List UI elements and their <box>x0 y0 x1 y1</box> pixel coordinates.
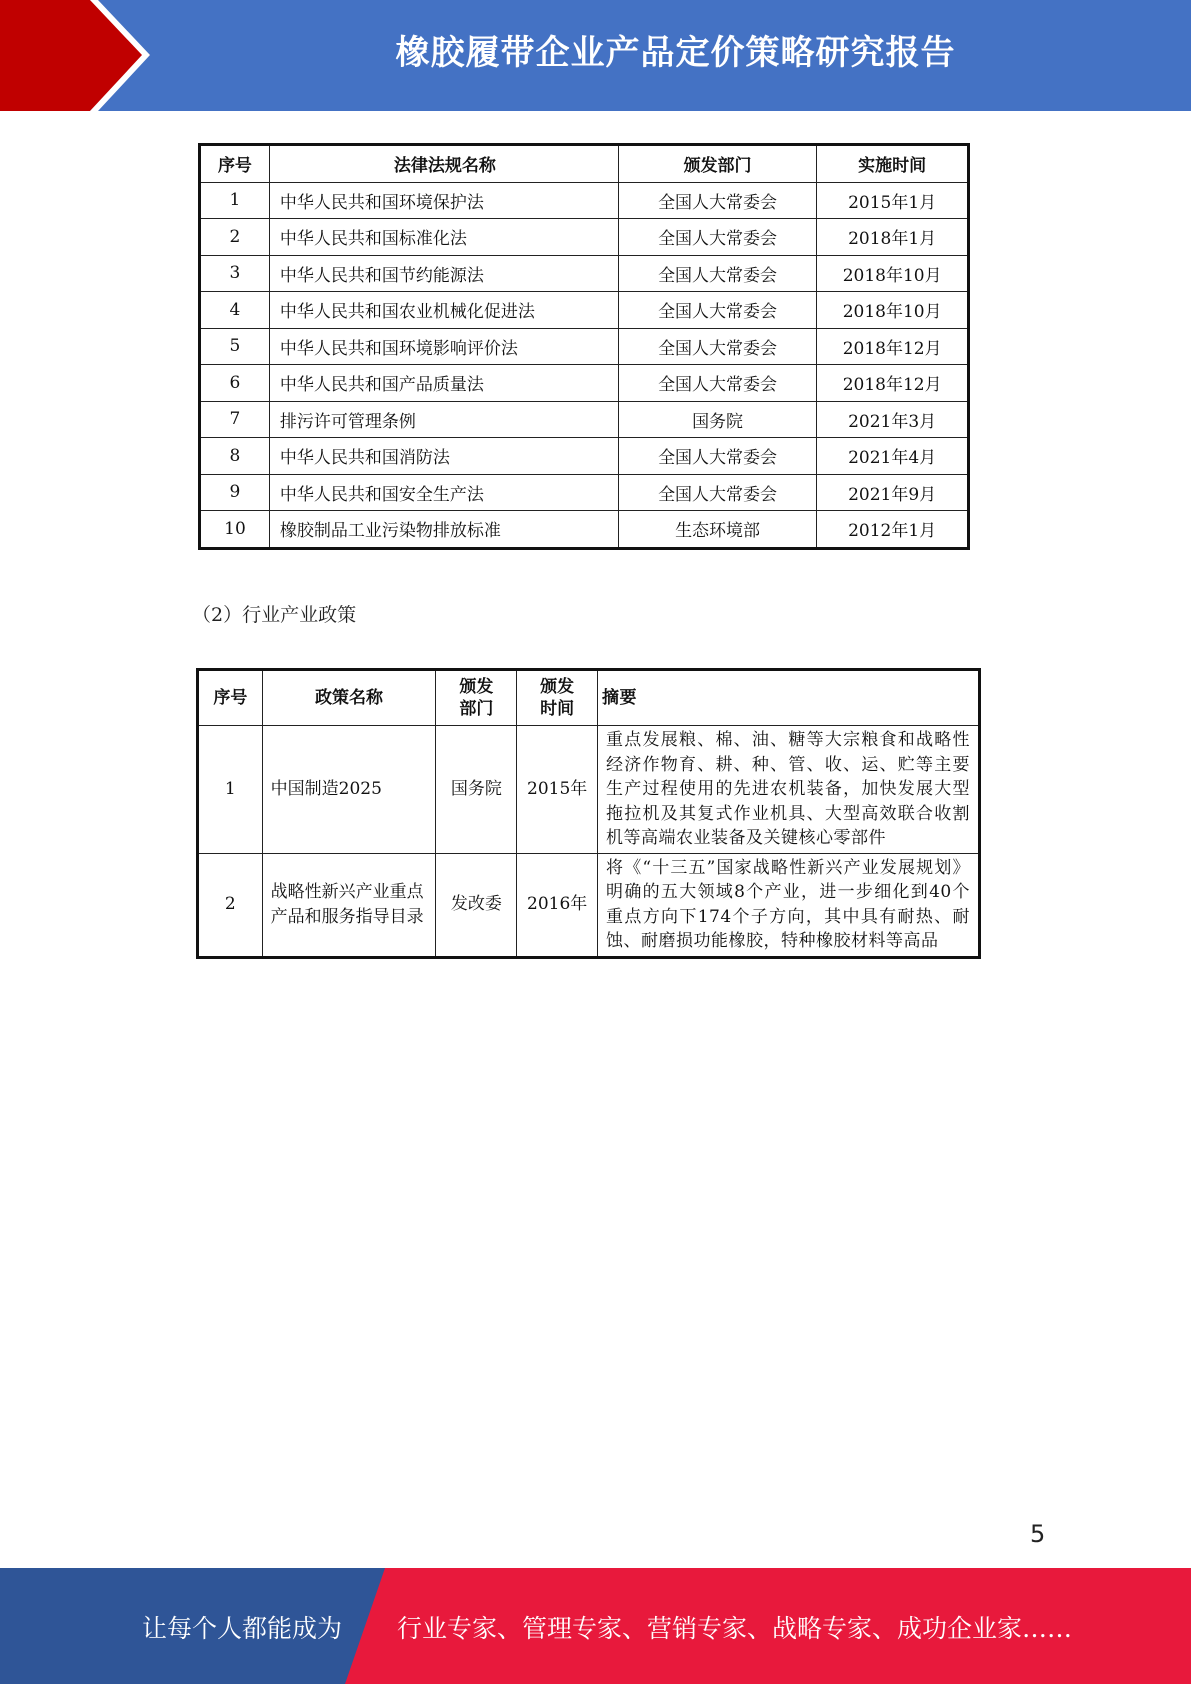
policy-header-date-line1: 颁发 <box>540 677 575 697</box>
row-law-name: 中华人民共和国节约能源法 <box>269 255 618 292</box>
laws-table-header-row <box>200 145 969 183</box>
row-law-name: 排污许可管理条例 <box>269 401 618 438</box>
row-no: 2 <box>198 853 263 957</box>
row-law-name: 中华人民共和国标准化法 <box>269 219 618 256</box>
header-banner <box>0 0 1191 111</box>
row-dept: 全国人大常委会 <box>618 292 816 329</box>
row-dept: 全国人大常委会 <box>618 474 816 511</box>
policy-header-date <box>517 670 598 726</box>
table-row <box>200 474 969 511</box>
row-no: 7 <box>200 401 270 438</box>
table-row <box>200 219 969 256</box>
row-no: 2 <box>200 219 270 256</box>
table-row <box>200 328 969 365</box>
row-no: 1 <box>200 182 270 219</box>
row-dept: 国务院 <box>618 401 816 438</box>
row-date: 2016年 <box>517 853 598 957</box>
table-row <box>198 726 980 854</box>
row-dept: 国务院 <box>436 726 517 854</box>
row-dept: 发改委 <box>436 853 517 957</box>
row-policy-name: 战略性新兴产业重点产品和服务指导目录 <box>262 853 436 957</box>
row-law-name: 中华人民共和国农业机械化促进法 <box>269 292 618 329</box>
row-date: 2021年9月 <box>817 474 969 511</box>
policy-header-name: 政策名称 <box>262 670 436 726</box>
policy-header-summary: 摘要 <box>598 670 980 726</box>
table-row <box>198 853 980 957</box>
page-title: 橡胶履带企业产品定价策略研究报告 <box>395 33 956 73</box>
policy-header-dept-line1: 颁发 <box>459 677 494 697</box>
row-dept: 全国人大常委会 <box>618 365 816 402</box>
row-no: 5 <box>200 328 270 365</box>
row-law-name: 中华人民共和国产品质量法 <box>269 365 618 402</box>
row-date: 2012年1月 <box>817 511 969 549</box>
policy-table <box>196 668 981 959</box>
row-dept: 生态环境部 <box>618 511 816 549</box>
section-heading: （2）行业产业政策 <box>192 604 357 626</box>
laws-table <box>198 143 970 550</box>
row-no: 6 <box>200 365 270 402</box>
row-date: 2018年10月 <box>817 292 969 329</box>
table-row <box>200 292 969 329</box>
row-dept: 全国人大常委会 <box>618 328 816 365</box>
row-date: 2015年1月 <box>817 182 969 219</box>
footer-slogan-right: 行业专家、管理专家、营销专家、战略专家、成功企业家…… <box>397 1614 1073 1643</box>
table-row <box>200 511 969 549</box>
row-no: 4 <box>200 292 270 329</box>
row-no: 10 <box>200 511 270 549</box>
row-date: 2015年 <box>517 726 598 854</box>
row-law-name: 中华人民共和国环境影响评价法 <box>269 328 618 365</box>
policy-header-no: 序号 <box>198 670 263 726</box>
row-dept: 全国人大常委会 <box>618 219 816 256</box>
row-date: 2018年10月 <box>817 255 969 292</box>
row-dept: 全国人大常委会 <box>618 182 816 219</box>
row-date: 2018年1月 <box>817 219 969 256</box>
header-arrow-decoration <box>0 0 150 111</box>
row-summary: 重点发展粮、棉、油、糖等大宗粮食和战略性经济作物育、耕、种、管、收、运、贮等主要生产过程使用的先进农机装备，加快发展大型拖拉机及其复式作业机具、大型高效联合收割机等高端农业装备及关键核心零部件 <box>598 726 980 854</box>
row-date: 2021年4月 <box>817 438 969 475</box>
row-no: 1 <box>198 726 263 854</box>
row-no: 9 <box>200 474 270 511</box>
row-policy-name: 中国制造2025 <box>262 726 436 854</box>
table-row <box>200 255 969 292</box>
laws-header-dept: 颁发部门 <box>618 145 816 183</box>
policy-table-header-row <box>198 670 980 726</box>
row-summary: 将《“十三五”国家战略性新兴产业发展规划》明确的五大领域8个产业，进一步细化到40个重点方向下174个子方向，其中具有耐热、耐蚀、耐磨损功能橡胶，特种橡胶材料等高品 <box>598 853 980 957</box>
policy-header-dept <box>436 670 517 726</box>
laws-header-name: 法律法规名称 <box>269 145 618 183</box>
laws-header-date: 实施时间 <box>817 145 969 183</box>
policy-header-date-line2: 时间 <box>540 699 575 719</box>
row-law-name: 中华人民共和国消防法 <box>269 438 618 475</box>
row-date: 2021年3月 <box>817 401 969 438</box>
table-row <box>200 438 969 475</box>
row-no: 3 <box>200 255 270 292</box>
table-row <box>200 182 969 219</box>
page-number: 5 <box>1030 1520 1046 1548</box>
row-dept: 全国人大常委会 <box>618 255 816 292</box>
laws-header-no: 序号 <box>200 145 270 183</box>
row-date: 2018年12月 <box>817 365 969 402</box>
policy-header-dept-line2: 部门 <box>459 699 494 719</box>
row-dept: 全国人大常委会 <box>618 438 816 475</box>
table-row <box>200 401 969 438</box>
table-row <box>200 365 969 402</box>
row-law-name: 中华人民共和国安全生产法 <box>269 474 618 511</box>
row-date: 2018年12月 <box>817 328 969 365</box>
row-no: 8 <box>200 438 270 475</box>
footer-slogan-left: 让每个人都能成为 <box>142 1614 343 1643</box>
row-law-name: 橡胶制品工业污染物排放标准 <box>269 511 618 549</box>
footer-banner <box>0 1568 1191 1684</box>
row-law-name: 中华人民共和国环境保护法 <box>269 182 618 219</box>
